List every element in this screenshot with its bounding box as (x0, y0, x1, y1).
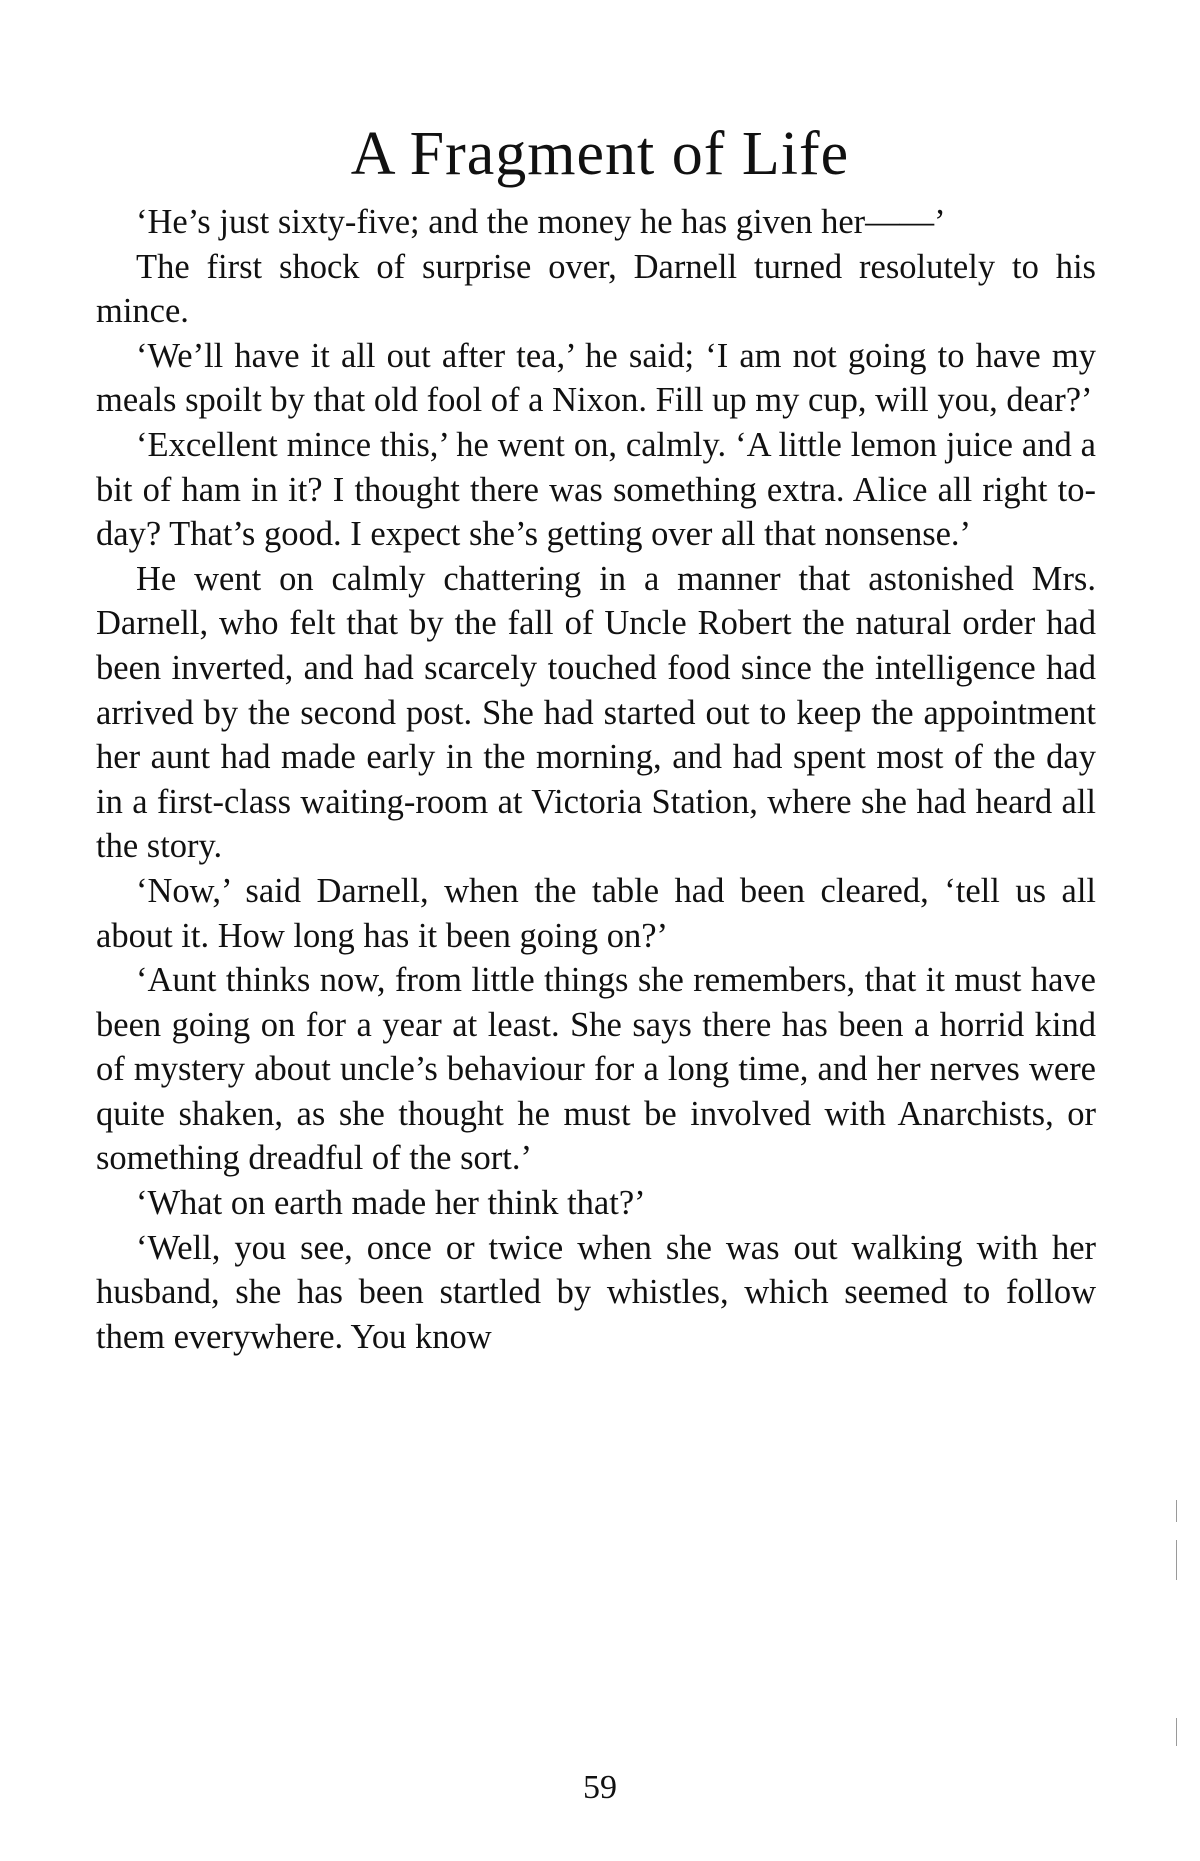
body-text (96, 200, 1096, 1359)
paragraph: ‘Now,’ said Darnell, when the table had been cleared, ‘tell us all about it. How long has it been going on?’ (96, 871, 1096, 955)
paragraph: The first shock of surprise over, Darnell turned resolutely to his mince. (96, 247, 1096, 331)
scan-edge-mark (1176, 1540, 1177, 1580)
paragraph: ‘Well, you see, once or twice when she was out walking with her husband, she has been startled by whistles, which seemed to follow them everywhere. You know (96, 1228, 1096, 1356)
paragraph: ‘He’s just sixty-five; and the money he has given her——’ (136, 203, 946, 241)
running-title: A Fragment of Life (350, 120, 850, 188)
paragraph: He went on calmly chattering in a manner that astonished Mrs. Darnell, who felt that by the fall of Uncle Robert the natural order had been inverted, and had scarcely touched food since the intelligence had arrived by the second post. She had started out to keep the appointment her aunt had made early in the morning, and had spent most of the day in a first-class waiting-room at Victoria Station, where she had heard all the story. (96, 559, 1096, 866)
paragraph: ‘What on earth made her think that?’ (136, 1184, 646, 1223)
scan-edge-mark (1176, 1500, 1177, 1522)
paragraph: ‘Excellent mince this,’ he went on, calmly. ‘A little lemon juice and a bit of ham in it? I thought there was something extra. Alice all right to-day? That’s good. I expect she’s getting over all that nonsense.’ (96, 425, 1096, 554)
page-number: 59 (583, 1769, 617, 1806)
paragraph: ‘Aunt thinks now, from little things she remembers, that it must have been going on for a year at least. She says there has been a horrid kind of mystery about uncle’s behaviour for a long time, and her nerves were quite shaken, as she thought he must be involved with Anarchists, or something dreadful of the sort.’ (96, 961, 1096, 1178)
paragraph: ‘We’ll have it all out after tea,’ he said; ‘I am not going to have my meals spoilt by that old fool of a Nixon. Fill up my cup, will you, dear?’ (96, 336, 1096, 420)
scan-edge-mark (1176, 1718, 1177, 1746)
